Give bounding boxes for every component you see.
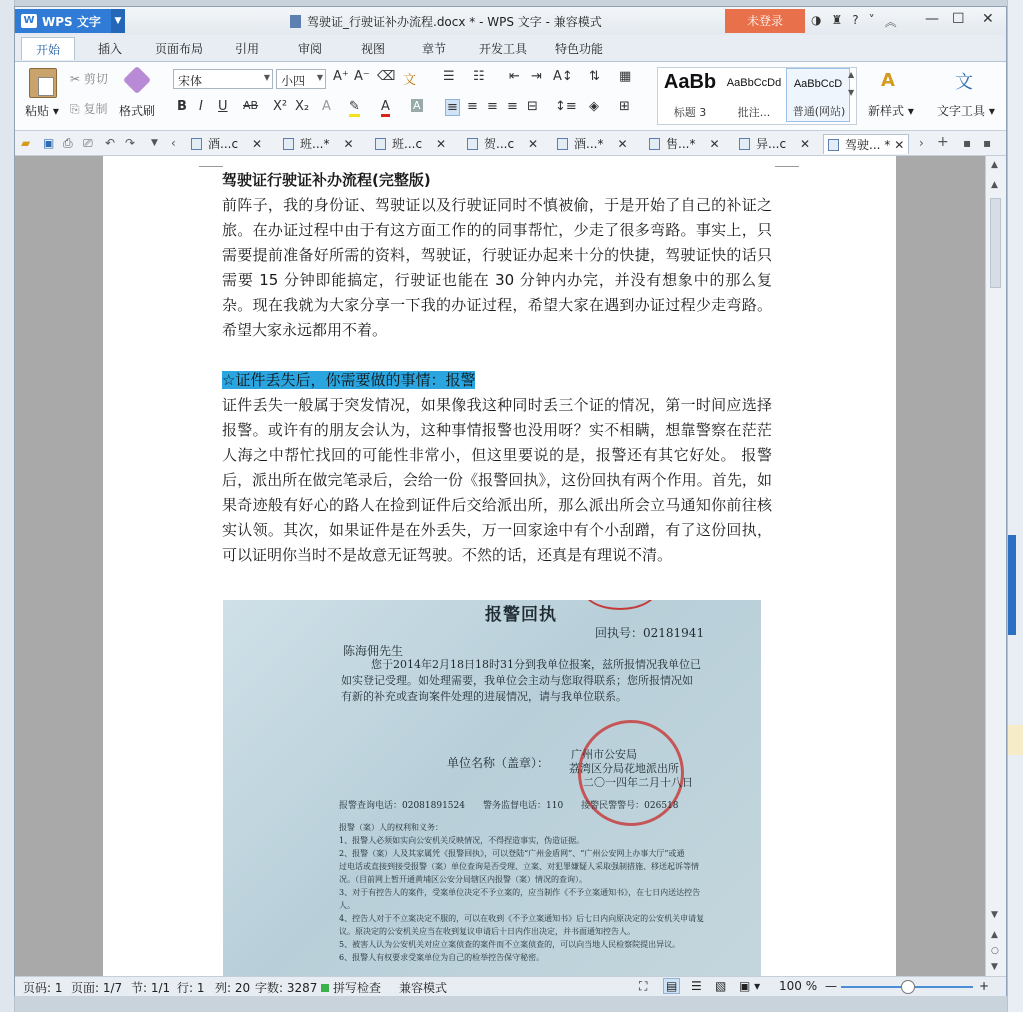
spell-check-label: 拼写检查	[333, 981, 382, 995]
align-right-icon[interactable]: ≡	[487, 99, 498, 114]
document-icon	[557, 138, 568, 150]
receipt-rights-line: 6、报警人有权要求受案单位为自己的检举控告保守秘密。	[339, 953, 545, 962]
receipt-number: 回执号：02181941	[595, 626, 705, 640]
style-preview: AaBb	[663, 71, 717, 93]
font-size-value: 小四	[281, 74, 306, 88]
minimize-icon[interactable]: —	[925, 11, 939, 27]
help-icon[interactable]: ?	[852, 13, 859, 27]
open-folder-icon[interactable]: ▰	[21, 136, 31, 150]
tab-menu-icon[interactable]: ▪	[983, 136, 992, 150]
receipt-unit-line: 荔湾区分局花地派出所	[569, 762, 679, 775]
red-seal-stamp	[583, 600, 657, 610]
style-name: 批注...	[737, 106, 771, 119]
doc-tab-active[interactable]	[823, 134, 909, 154]
receipt-rights-line: 4、控告人对于不立案决定不服的，可以在收到《不予立案通知书》后七日内向原决定的公安机关申请复	[339, 914, 705, 923]
document-icon	[739, 138, 750, 150]
prev-page-icon[interactable]: ▲	[991, 930, 998, 940]
align-center-icon[interactable]: ≡	[467, 99, 478, 114]
align-left-icon[interactable]: ≡	[447, 100, 458, 115]
tab-chapter[interactable]: 章节	[422, 42, 447, 56]
copy-button[interactable]	[70, 100, 107, 117]
maximize-icon[interactable]: ☐	[952, 11, 965, 27]
numbered-list-icon[interactable]: ☷	[473, 69, 485, 84]
status-mode: 兼容模式	[399, 981, 448, 995]
document-icon	[828, 139, 839, 151]
web-view-icon[interactable]: ▧	[715, 979, 727, 993]
fullscreen-icon[interactable]: ⛶	[639, 979, 648, 993]
receipt-rights-line: 过电话或直接到接受报警（案）单位查询是否受理、立案、对犯罪嫌疑人采取强制措施、移送起诉等情	[339, 862, 699, 871]
status-page-code[interactable]: 页码: 1	[23, 981, 63, 995]
receipt-phones: 报警查询电话：02081891524 警务监督电话：110 接警民警警号：026518	[339, 801, 679, 811]
doc-tab-label: 酒...c	[208, 137, 239, 151]
table-icon[interactable]: ▦	[619, 69, 632, 84]
chevron-down-icon[interactable]: ▼	[151, 138, 158, 148]
reading-view-icon[interactable]: ▣ ▾	[739, 979, 761, 993]
bold-icon[interactable]: B	[177, 99, 187, 114]
chevron-down-icon: ▼	[316, 73, 323, 82]
doc-tab[interactable]	[739, 134, 810, 153]
receipt-rights-line: 况。（目前网上暂开通黄埔区公安分局辖区内报警（案）情况的查询）。	[339, 875, 587, 884]
style-comment[interactable]	[722, 68, 786, 122]
font-family-value: 宋体	[178, 74, 203, 88]
skin-icon[interactable]: ◑	[811, 13, 822, 27]
subscript-icon[interactable]: X₂	[295, 99, 310, 114]
text-tools-label: 文字工具	[937, 104, 986, 118]
new-style-icon: A	[881, 70, 895, 91]
document-icon	[283, 138, 294, 150]
tab-insert[interactable]: 插入	[98, 42, 123, 56]
doc-tab-label: 异...c	[756, 137, 787, 151]
close-icon[interactable]: ✕	[343, 136, 354, 151]
clear-format-icon[interactable]: ⌫	[377, 69, 396, 84]
paste-icon[interactable]	[29, 68, 57, 98]
doc-tab-label: 驾驶... *	[845, 138, 891, 152]
zoom-level[interactable]: 100 %	[779, 979, 818, 993]
font-color-icon[interactable]: A	[381, 99, 390, 117]
login-button[interactable]: 未登录	[725, 9, 805, 33]
status-pages[interactable]: 页面: 1/7	[71, 981, 123, 995]
police-receipt-image[interactable]	[223, 600, 761, 976]
desktop-beige-strip	[1008, 725, 1023, 755]
shrink-font-icon[interactable]: A⁻	[354, 69, 370, 84]
char-shading-icon[interactable]: A	[413, 99, 421, 112]
ruler-toggle-icon[interactable]: ▲	[991, 180, 998, 190]
chevron-down-icon[interactable]: ˅	[868, 13, 875, 27]
tab-review[interactable]: 审阅	[298, 42, 323, 56]
receipt-rights-line: 人。	[339, 901, 355, 910]
receipt-rights-line: 议。原决定的公安机关应当在收到复议申请后十日内作出决定，并书面通知控告人。	[339, 927, 635, 936]
undo-icon[interactable]: ↶	[105, 136, 116, 150]
close-icon[interactable]: ✕	[617, 136, 628, 151]
page-corner-mark	[775, 156, 799, 167]
receipt-name: 陈海佣先生	[343, 644, 404, 658]
desktop-right-edge	[1007, 0, 1023, 1012]
close-icon[interactable]: ✕	[436, 136, 447, 151]
blank-line	[222, 343, 772, 368]
close-icon[interactable]: ✕	[709, 136, 720, 151]
ribbon-home	[15, 62, 1006, 131]
text-tools-icon: 文	[955, 72, 973, 93]
tab-home[interactable]: 开始	[21, 37, 75, 60]
document-workspace	[15, 156, 985, 976]
document-heading: 驾驶证行驶证补办流程(完整版)	[222, 171, 431, 189]
doc-tab[interactable]	[375, 134, 446, 153]
text-direction-icon[interactable]: A↕	[553, 69, 573, 84]
selected-section-title[interactable]: ☆证件丢失后，你需要做的事情：报警	[222, 371, 476, 389]
font-family-select[interactable]	[173, 69, 273, 89]
underline-icon[interactable]: U	[218, 99, 228, 114]
document-content[interactable]	[222, 168, 772, 568]
document-icon	[649, 138, 660, 150]
tab-page-layout[interactable]: 页面布局	[155, 42, 204, 56]
receipt-body-line: 您于2014年2月18日18时31分到我单位报案，兹所报情况我单位已	[371, 658, 701, 671]
document-page[interactable]	[103, 156, 896, 976]
desktop-left-edge	[0, 0, 15, 1012]
close-icon[interactable]: ✕	[982, 11, 994, 27]
italic-icon[interactable]: I	[199, 99, 203, 114]
strikethrough-icon[interactable]: AB	[243, 99, 259, 112]
spell-check-toggle[interactable]	[321, 979, 381, 996]
doc-tab-label: 班...*	[300, 137, 330, 151]
doc-tab-label: 酒...*	[574, 137, 604, 151]
increase-indent-icon[interactable]: ⇥	[531, 69, 542, 84]
sort-icon[interactable]: ⇅	[589, 69, 600, 84]
save-icon[interactable]: ▣	[43, 136, 55, 150]
style-heading-3[interactable]	[658, 68, 722, 122]
receipt-rights-title: 报警（案）人的权利和义务：	[339, 823, 443, 832]
style-name: 普通(网站)	[792, 105, 846, 118]
style-preview: AaBbCcDd	[726, 77, 782, 89]
status-word-count[interactable]: 字数: 3287	[255, 981, 318, 995]
document-icon	[191, 138, 202, 150]
zoom-slider-thumb[interactable]	[901, 980, 915, 994]
scroll-down-icon[interactable]: ▼	[991, 910, 998, 920]
collapse-ribbon-icon[interactable]: ︽	[884, 15, 897, 29]
close-icon[interactable]: ✕	[252, 136, 263, 151]
new-style-label: 新样式	[868, 104, 905, 118]
font-size-select[interactable]	[276, 69, 326, 89]
bullet-list-icon[interactable]: ☰	[443, 69, 455, 84]
doc-tab-label: 贺...c	[484, 137, 515, 151]
style-name: 标题 3	[673, 106, 707, 119]
paste-button[interactable]: 粘贴 ▾	[25, 104, 59, 118]
cut-label: 剪切	[83, 72, 108, 86]
new-tab-icon[interactable]: +	[937, 134, 949, 150]
ribbon-tabs	[15, 35, 1006, 62]
style-preview: AaBbCcD	[793, 78, 843, 90]
wps-logo-icon: W	[21, 14, 37, 28]
receipt-unit-label: 单位名称（盖章）：	[447, 756, 550, 770]
document-icon	[375, 138, 386, 150]
paragraph-intro: 前阵子，我的身份证、驾驶证以及行驶证同时不慎被偷，于是开始了自己的补证之旅。在办证过程中由于有这方面工作的的同事帮忙，少走了很多弯路。事实上，只需要提前准备好所需的资料，驾驶证，行驶证办起来十分的快捷，驾驶证快的话只需要 15 分钟即能搞定，行驶证也能在 30 分钟内办完，并没有想象中的那么复杂。现在我就为大家分享一下我的办证过程，希望大家在遇到办证过程少走弯路。希望大家永远都用不着。	[222, 196, 772, 339]
outline-view-icon[interactable]: ☰	[691, 979, 702, 993]
vertical-scrollbar[interactable]	[985, 156, 1006, 976]
copy-icon: ⎘	[70, 102, 80, 116]
status-row: 行: 1	[177, 981, 205, 995]
style-normal-web[interactable]	[786, 68, 850, 122]
title-bar-tools	[811, 13, 897, 30]
receipt-title: 报警回执	[485, 605, 557, 625]
style-gallery	[657, 67, 857, 125]
wps-window	[14, 6, 1007, 996]
receipt-rights-line: 3、对于有控告人的案件，受案单位决定不予立案的，应当制作《不予立案通知书》，在七日内送达控告	[339, 888, 701, 897]
tabs-left-icon[interactable]: ‹	[171, 136, 176, 150]
line-spacing-icon[interactable]: ↕≡	[555, 99, 577, 114]
new-style-button[interactable]: 新样式 ▾	[868, 104, 914, 118]
chevron-down-icon[interactable]: ▼	[111, 9, 125, 33]
phonetic-icon[interactable]: 文	[403, 73, 417, 88]
select-browse-icon[interactable]: ○	[991, 946, 999, 956]
chevron-down-icon: ▼	[263, 73, 270, 82]
app-menu-button[interactable]	[15, 9, 125, 33]
close-icon[interactable]: ✕	[894, 137, 905, 152]
doc-tab-label: 售...*	[666, 137, 696, 151]
justify-icon[interactable]: ≡	[507, 99, 518, 114]
scroll-up-icon[interactable]: ▲	[991, 160, 998, 170]
format-painter-button[interactable]: 格式刷	[119, 104, 156, 118]
scissors-icon: ✂	[70, 72, 81, 86]
format-painter-icon[interactable]	[123, 66, 151, 94]
distribute-icon[interactable]: ⊟	[527, 99, 538, 114]
cut-button[interactable]	[70, 70, 108, 87]
close-icon[interactable]: ✕	[528, 136, 539, 151]
zoom-in-icon[interactable]: +	[979, 979, 990, 993]
decrease-indent-icon[interactable]: ⇤	[509, 69, 520, 84]
document-title-text: 驾驶证_行驶证补办流程.docx * - WPS 文字 - 兼容模式	[307, 15, 602, 29]
copy-label: 复制	[83, 102, 108, 116]
style-scroll-down-icon[interactable]: ▼	[848, 88, 855, 97]
print-icon[interactable]: ⎙	[63, 136, 73, 150]
print-preview-icon[interactable]: ⎚	[83, 136, 93, 150]
shirt-icon[interactable]: ♜	[831, 13, 843, 27]
receipt-body-line: 如实登记受理。如处理需要，我单位会主动与您取得联系；您所报情况如	[341, 674, 693, 687]
borders-icon[interactable]: ⊞	[619, 99, 630, 114]
doc-tab-label: 班...c	[392, 137, 423, 151]
document-tabs-bar	[15, 131, 1006, 156]
text-tools-button[interactable]: 文字工具 ▾	[937, 104, 995, 118]
receipt-rights-line: 5、被害人认为公安机关对应立案侦查的案件而不立案侦查的，可以向当地人民检察院提出异议。	[339, 940, 681, 949]
shading-icon[interactable]: ◈	[589, 99, 599, 114]
next-page-icon[interactable]: ▼	[991, 962, 998, 972]
page-corner-mark	[199, 156, 223, 167]
tab-view[interactable]: 视图	[361, 42, 386, 56]
tab-special[interactable]: 特色功能	[555, 42, 604, 56]
tab-developer[interactable]: 开发工具	[479, 42, 528, 56]
close-icon[interactable]: ✕	[800, 136, 811, 151]
receipt-rights-line: 2、报警（案）人及其家属凭《报警回执》，可以登陆“广州金盾网”、“广州公安网上办事大厅”或通	[339, 849, 685, 858]
page-view-icon[interactable]: ▤	[663, 978, 680, 994]
title-bar	[15, 7, 1006, 35]
scroll-thumb[interactable]	[990, 198, 1001, 288]
redo-icon[interactable]: ↷	[125, 136, 136, 150]
spell-check-icon	[321, 984, 329, 992]
text-effect-icon[interactable]: A	[322, 99, 331, 114]
doc-tab[interactable]	[467, 134, 538, 153]
highlight-icon[interactable]: ✎	[349, 99, 360, 117]
document-icon	[467, 138, 478, 150]
grow-font-icon[interactable]: A⁺	[333, 69, 349, 84]
style-scroll-up-icon[interactable]: ▲	[848, 70, 855, 79]
status-bar	[15, 976, 1006, 996]
receipt-rights-line: 1、报警人必须如实向公安机关反映情况，不得捏造事实，伪造证据。	[339, 836, 585, 845]
app-name: WPS 文字	[42, 14, 101, 29]
status-section: 节: 1/1	[131, 981, 171, 995]
document-title	[290, 13, 602, 30]
tabs-right-icon[interactable]: ›	[919, 136, 924, 150]
zoom-out-icon[interactable]: —	[825, 979, 837, 993]
doc-tab[interactable]	[191, 134, 262, 153]
doc-tab[interactable]	[283, 134, 354, 153]
doc-tab[interactable]	[557, 134, 628, 153]
receipt-date: 二〇一四年二月十八日	[583, 776, 693, 789]
desktop-blue-strip	[1008, 535, 1016, 635]
superscript-icon[interactable]: X²	[273, 99, 288, 114]
paragraph-report: 证件丢失一般属于突发情况，如果像我这种同时丢三个证的情况，第一时间应选择报警。或许有的朋友会认为，这种事情报警也没用呀？实不相瞒，想靠警察在茫茫人海之中帮忙找回的可能性非常小，但这里要说的是，报警还有其它好处。 报警后，派出所在做完笔录后，会给一份《报警回执》，这份回执有两个作用。首先，如果奇迹般有好心的路人在捡到证件后交给派出所，那么派出所会立马通知你前往核实认领。其次，如果证件是在外丢失，万一回家途中有个小刮蹭，有了这份回执，可以证明你当时不是故意无证驾驶。不然的话，还真是有理说不清。	[222, 396, 772, 564]
document-icon	[290, 15, 301, 28]
status-column: 列: 20	[215, 981, 251, 995]
doc-tab[interactable]	[649, 134, 720, 153]
paste-label: 粘贴	[25, 104, 50, 118]
tab-references[interactable]: 引用	[235, 42, 260, 56]
receipt-body-line: 有新的补充或查询案件处理的进展情况，请与我单位联系。	[341, 690, 627, 703]
tab-list-icon[interactable]: ▪	[963, 136, 972, 150]
receipt-unit-line: 广州市公安局	[571, 748, 637, 761]
